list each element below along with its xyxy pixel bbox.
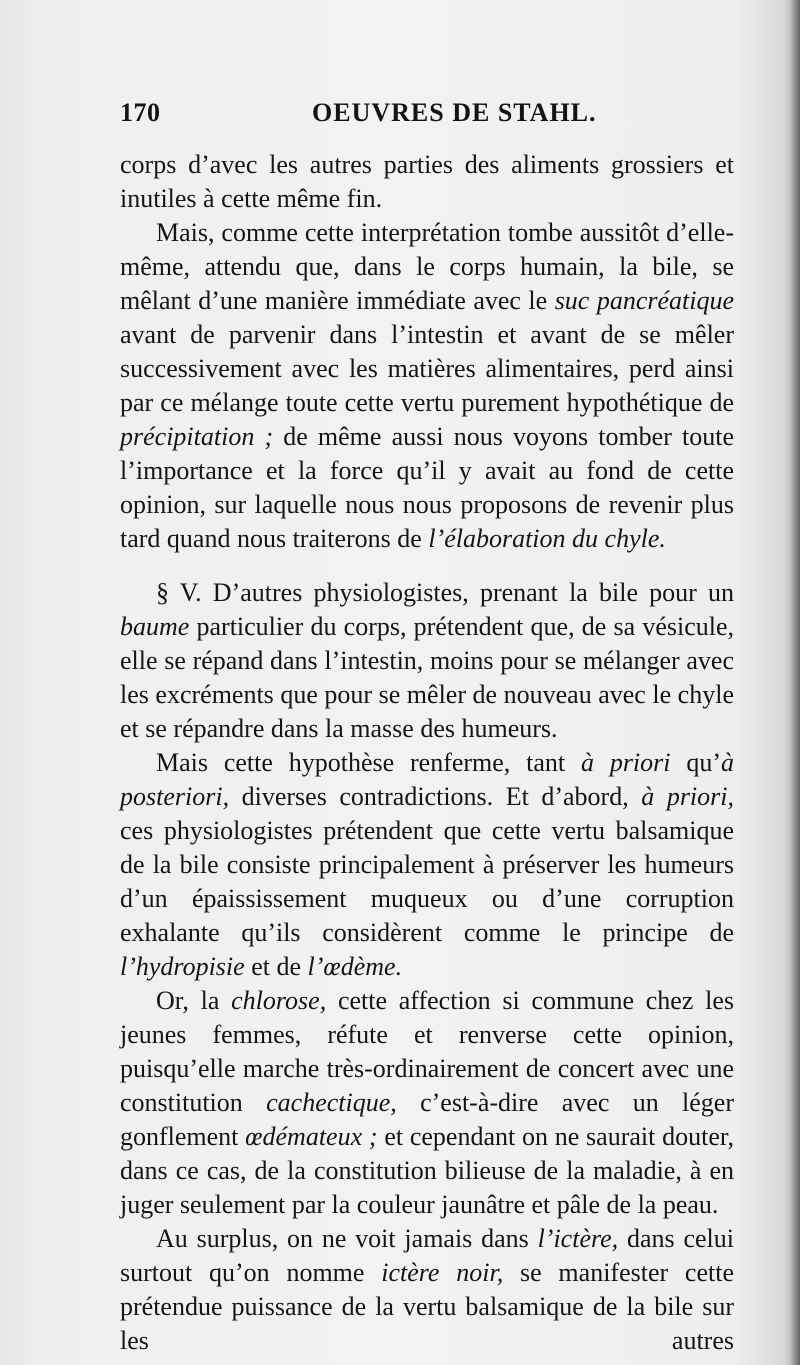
- text-segment: avant de parvenir dans l’intestin et avant de se mêler successivement avec les matières alimentaires, perd ainsi par ce mélange toute cette vertu purement hypothétique de: [120, 320, 734, 417]
- italic-text: l’ictère,: [537, 1224, 619, 1253]
- running-title: OEUVRES DE STAHL.: [312, 98, 597, 127]
- text-segment: Au surplus, on ne voit jamais dans: [156, 1224, 538, 1253]
- page-edge-shadow: [790, 0, 800, 1365]
- text-segment: Or, la: [156, 986, 232, 1015]
- paragraph: [120, 984, 734, 1222]
- text-segment: particulier du corps, prétendent que, de sa vésicule, elle se répand dans l’intestin, moins pour se mélanger avec les excréments que pour se mêler de nouveau avec le chyle et se répandre dans la masse des humeurs.: [120, 612, 734, 743]
- paragraph: [120, 576, 734, 746]
- text-segment: dans celui surtout qu’on nomme: [120, 1224, 734, 1287]
- page-number: 170: [120, 98, 161, 127]
- italic-text: chlorose,: [231, 986, 327, 1015]
- italic-text: l’élaboration du chyle.: [428, 524, 666, 553]
- paragraph: [120, 216, 734, 556]
- text-segment: cette affection si commune chez les jeunes femmes, réfute et renverse cette opinion, puisqu’elle marche très-ordinairement de concert avec une constitution: [120, 986, 734, 1117]
- paragraph: [120, 1222, 734, 1358]
- paragraph: [120, 746, 734, 984]
- text-segment: Mais, comme cette interprétation tombe aussitôt d’elle-même, attendu que, dans le corps humain, la bile, se mêlant d’une manière immédiate avec le: [120, 218, 734, 315]
- text-segment: c’est-à-dire avec un léger gonflement: [120, 1088, 734, 1151]
- text-segment: § V. D’autres physiologistes, prenant la bile pour un: [156, 578, 734, 607]
- text-segment: qu’: [670, 748, 722, 777]
- body-text: [120, 148, 734, 1358]
- italic-text: ictère noir,: [381, 1258, 504, 1287]
- text-segment: Mais cette hypothèse renferme, tant: [156, 748, 581, 777]
- italic-text: cachectique,: [266, 1088, 397, 1117]
- page-header: [120, 98, 730, 138]
- text-segment: et de: [244, 952, 308, 981]
- text-segment: ces physiologistes prétendent que cette vertu balsamique de la bile consiste principalement à préserver les humeurs d’un épaississement muqueux ou d’une corruption exhalante qu’ils considèrent comme le principe de: [120, 816, 734, 947]
- italic-text: à priori,: [641, 782, 734, 811]
- text-segment: diverses contradictions. Et d’abord,: [229, 782, 642, 811]
- italic-text: suc pancréatique: [554, 286, 735, 315]
- text-segment: se manifester cette prétendue puissance de la vertu balsamique de la bile sur les autres: [120, 1258, 735, 1355]
- paragraph: [120, 148, 734, 216]
- italic-text: baume: [120, 612, 190, 641]
- text-segment: corps d’avec les autres parties des aliments grossiers et inutiles à cette même fin.: [120, 150, 734, 213]
- italic-text: à posteriori,: [120, 748, 735, 811]
- italic-text: précipitation ;: [120, 422, 274, 451]
- text-segment: et cependant on ne saurait douter, dans ce cas, de la constitution bilieuse de la maladie, à en juger seulement par la couleur jaunâtre et pâle de la peau.: [120, 1122, 734, 1219]
- italic-text: l’œdème.: [307, 952, 403, 981]
- italic-text: œdémateux ;: [245, 1122, 378, 1151]
- italic-text: l’hydropisie: [120, 952, 245, 981]
- text-segment: de même aussi nous voyons tomber toute l’importance et la force qu’il y avait au fond de cette opinion, sur laquelle nous nous proposons de revenir plus tard quand nous traiterons de: [120, 422, 734, 553]
- italic-text: à priori: [580, 748, 671, 777]
